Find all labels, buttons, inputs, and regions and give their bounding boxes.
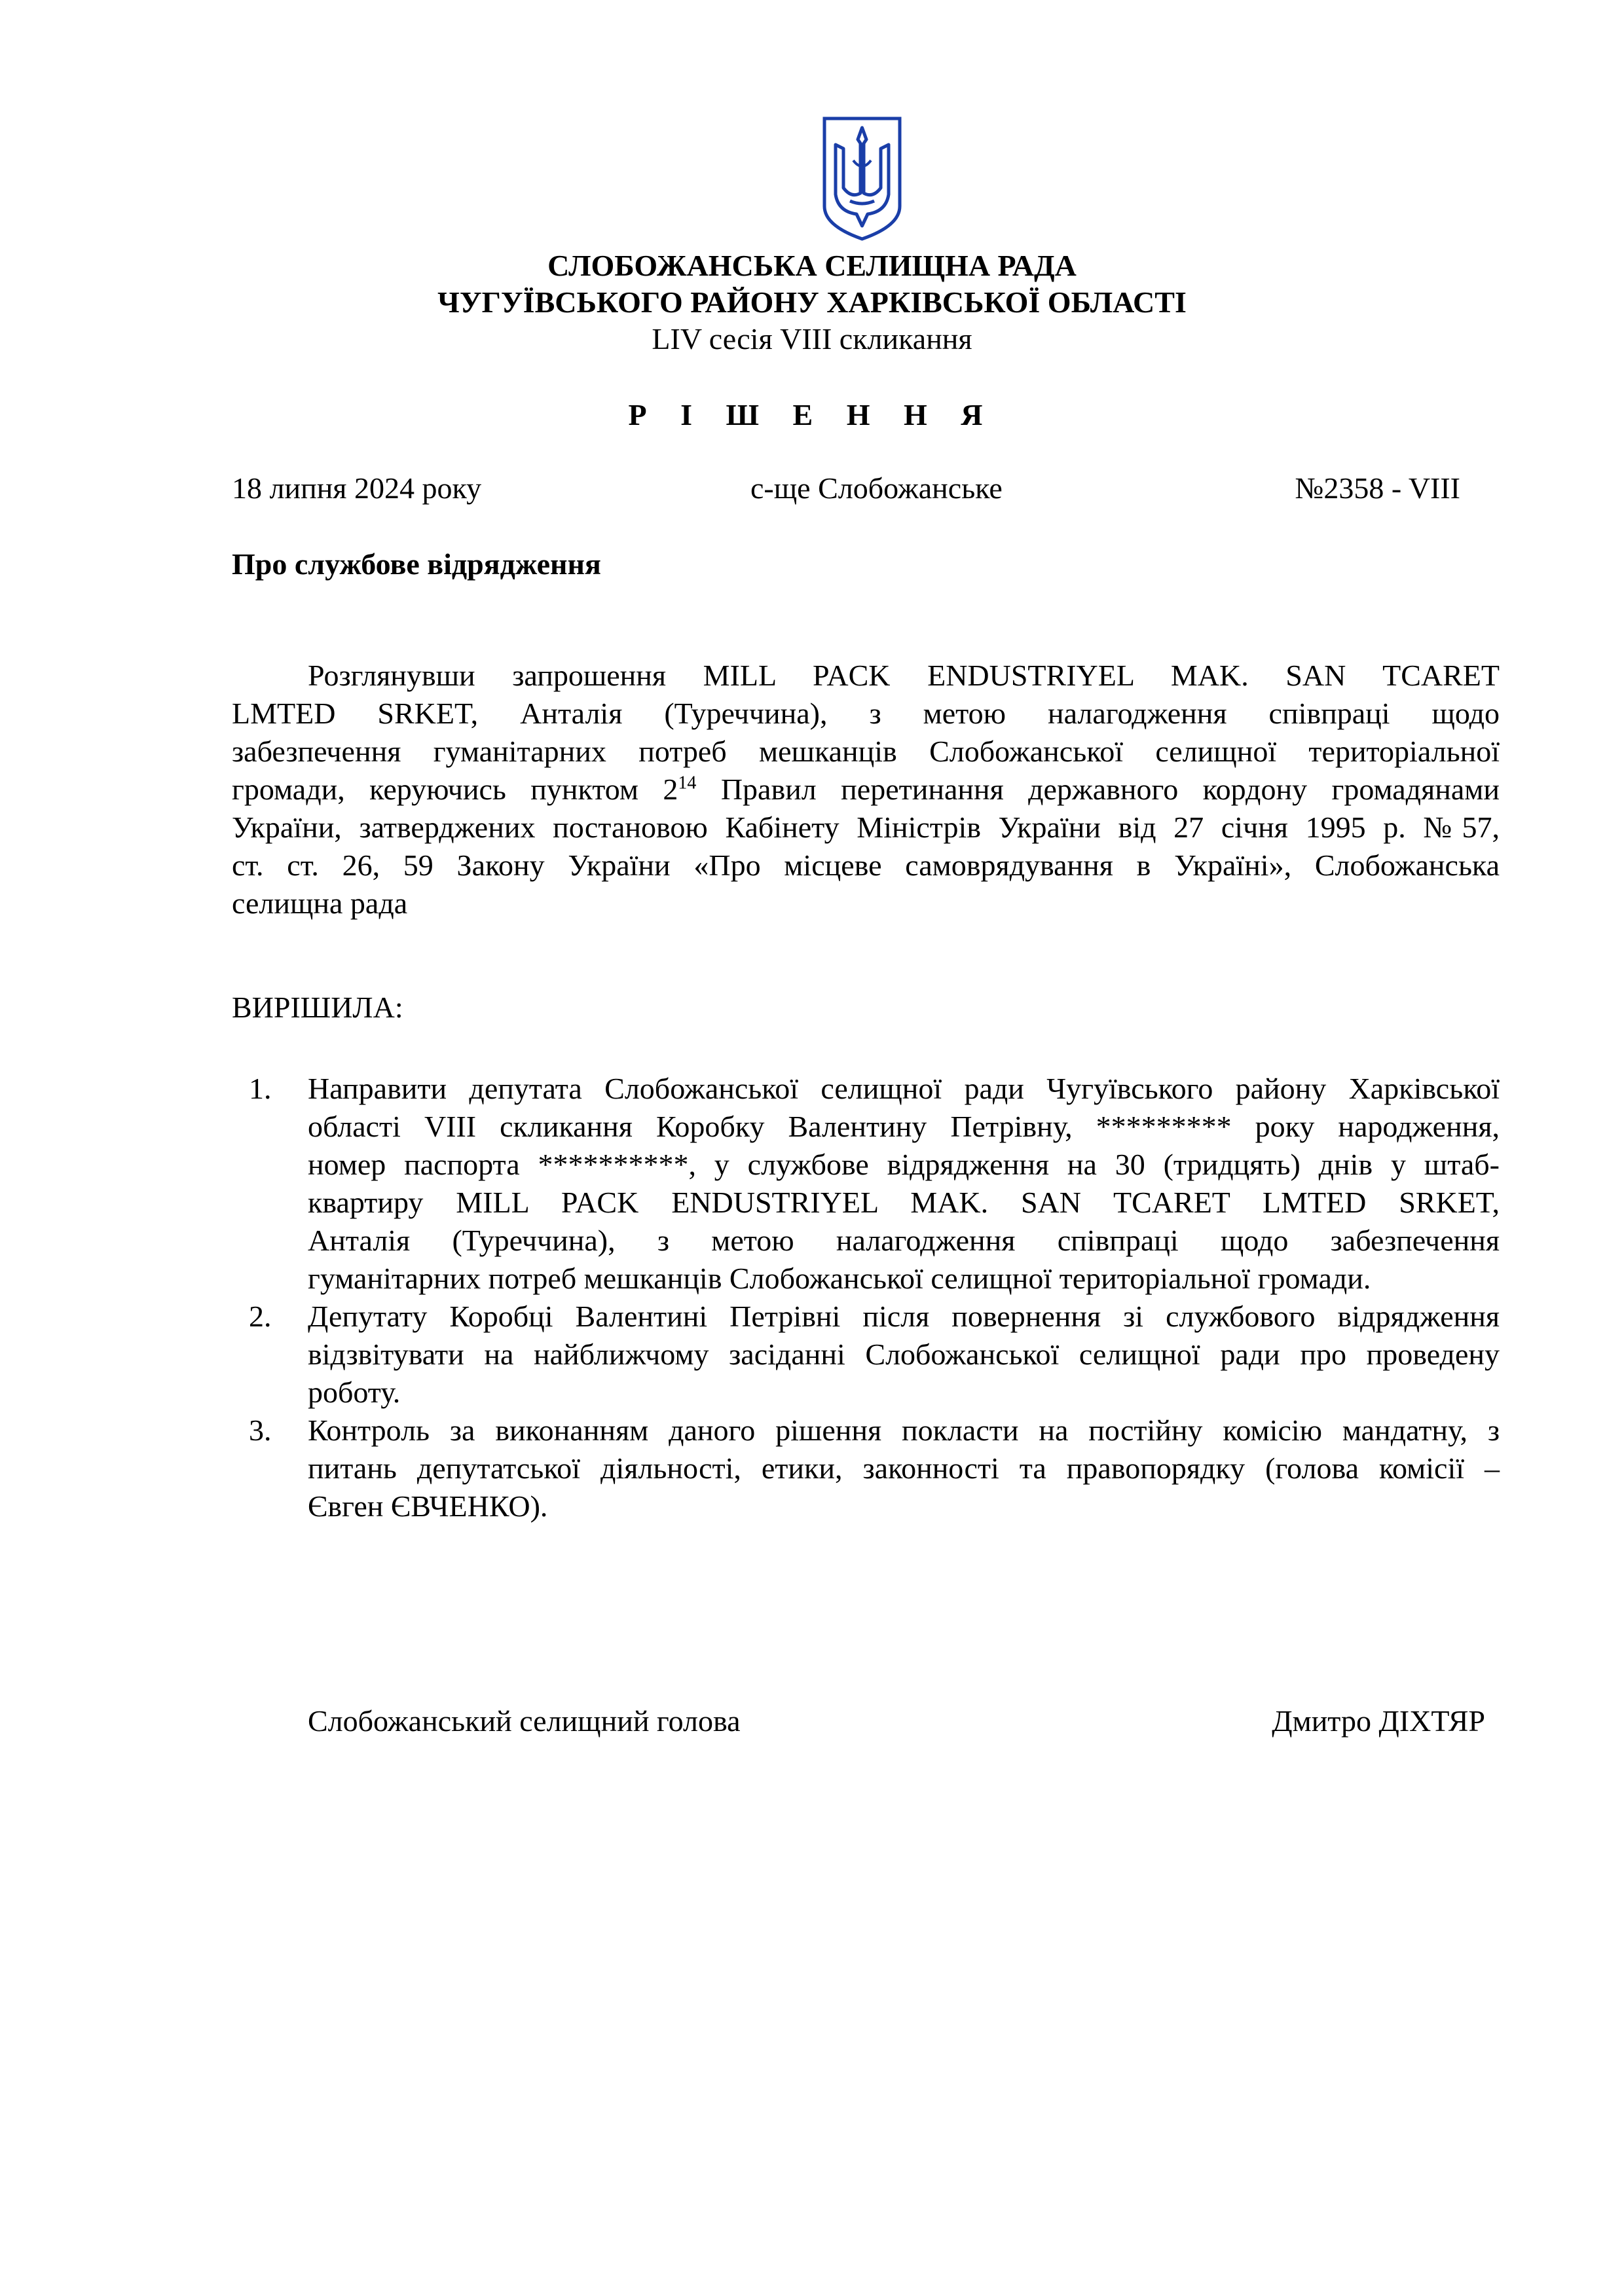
decision-date: 18 липня 2024 року	[232, 471, 482, 505]
preamble-paragraph	[232, 657, 1500, 922]
superscript-14: 14	[678, 773, 697, 793]
decision-items-list	[232, 1070, 1500, 1525]
item-line: Направити депутата Слобожанської селищної ради Чугуївського району Харківської	[308, 1072, 1500, 1105]
ukraine-trident-coat-of-arms-icon	[821, 115, 904, 242]
item-number: 3.	[249, 1413, 272, 1447]
preamble-line-with-superscript	[232, 771, 1500, 809]
item-line: номер паспорта **********, у службове відрядження на 30 (тридцять) днів у штаб-	[308, 1148, 1500, 1181]
item-line: квартиру MILL PACK ENDUSTRIYEL MAK. SAN TCARET LMTED SRKET,	[308, 1186, 1500, 1219]
item-line: гуманітарних потреб мешканців Слобожанської селищної територіальної громади.	[308, 1262, 1371, 1295]
item-line: Євген ЄВЧЕНКО).	[308, 1489, 548, 1523]
item-line: Контроль за виконанням даного рішення покласти на постійну комісію мандатну, з	[308, 1413, 1500, 1447]
preamble-line: селищна рада	[232, 886, 408, 920]
decision-place: с-ще Слобожанське	[750, 471, 1003, 505]
list-item	[232, 1298, 1500, 1412]
list-item	[232, 1070, 1500, 1298]
item-number: 2.	[249, 1300, 272, 1333]
item-line: питань депутатської діяльності, етики, законності та правопорядку (голова комісії –	[308, 1451, 1500, 1485]
council-district: ЧУГУЇВСЬКОГО РАЙОНУ ХАРКІВСЬКОЇ ОБЛАСТІ	[437, 285, 1187, 319]
preamble-line-start: громади, керуючись пунктом 2	[232, 773, 678, 806]
signatory-role: Слобожанський селищний голова	[308, 1704, 741, 1738]
decided-heading: ВИРІШИЛА:	[232, 991, 403, 1024]
preamble-line: України, затверджених постановою Кабінету Міністрів України від 27 січня 1995 р. №57,	[232, 811, 1500, 844]
item-line: відзвітувати на найближчому засіданні Слобожанської селищної ради про проведену	[308, 1338, 1500, 1371]
preamble-line: Розглянувши запрошення MILL PACK ENDUSTRIYEL MAK. SAN TCARET	[308, 659, 1500, 692]
item-line: роботу.	[308, 1376, 401, 1409]
decision-number: №2358 - VIII	[1295, 471, 1460, 505]
preamble-line-rest: Правил перетинання державного кордону громадянами	[696, 773, 1500, 806]
decision-subject: Про службове відрядження	[232, 547, 601, 581]
preamble-line: ст. ст. 26, 59 Закону України «Про місцеве самоврядування в Україні», Слобожанська	[232, 848, 1500, 882]
item-number: 1.	[249, 1072, 272, 1105]
document-title: Р І Ш Е Н Н Я	[628, 398, 996, 431]
session-info: LIV сесія VIII скликання	[652, 322, 972, 355]
item-line: Депутату Коробці Валентині Петрівні після повернення зі службового відрядження	[308, 1300, 1500, 1333]
item-line: області VIII скликання Коробку Валентину Петрівну, ********* року народження,	[308, 1110, 1500, 1143]
council-name: СЛОБОЖАНСЬКА СЕЛИЩНА РАДА	[547, 249, 1077, 282]
item-line: Анталія (Туреччина), з метою налагодження співпраці щодо забезпечення	[308, 1224, 1500, 1257]
list-item	[232, 1412, 1500, 1525]
signatory-name: Дмитро ДІХТЯР	[1272, 1704, 1485, 1738]
preamble-line: LMTED SRKET, Анталія (Туреччина), з метою налагодження співпраці щодо	[232, 697, 1500, 730]
preamble-line: забезпечення гуманітарних потреб мешканців Слобожанської селищної територіальної	[232, 735, 1500, 768]
